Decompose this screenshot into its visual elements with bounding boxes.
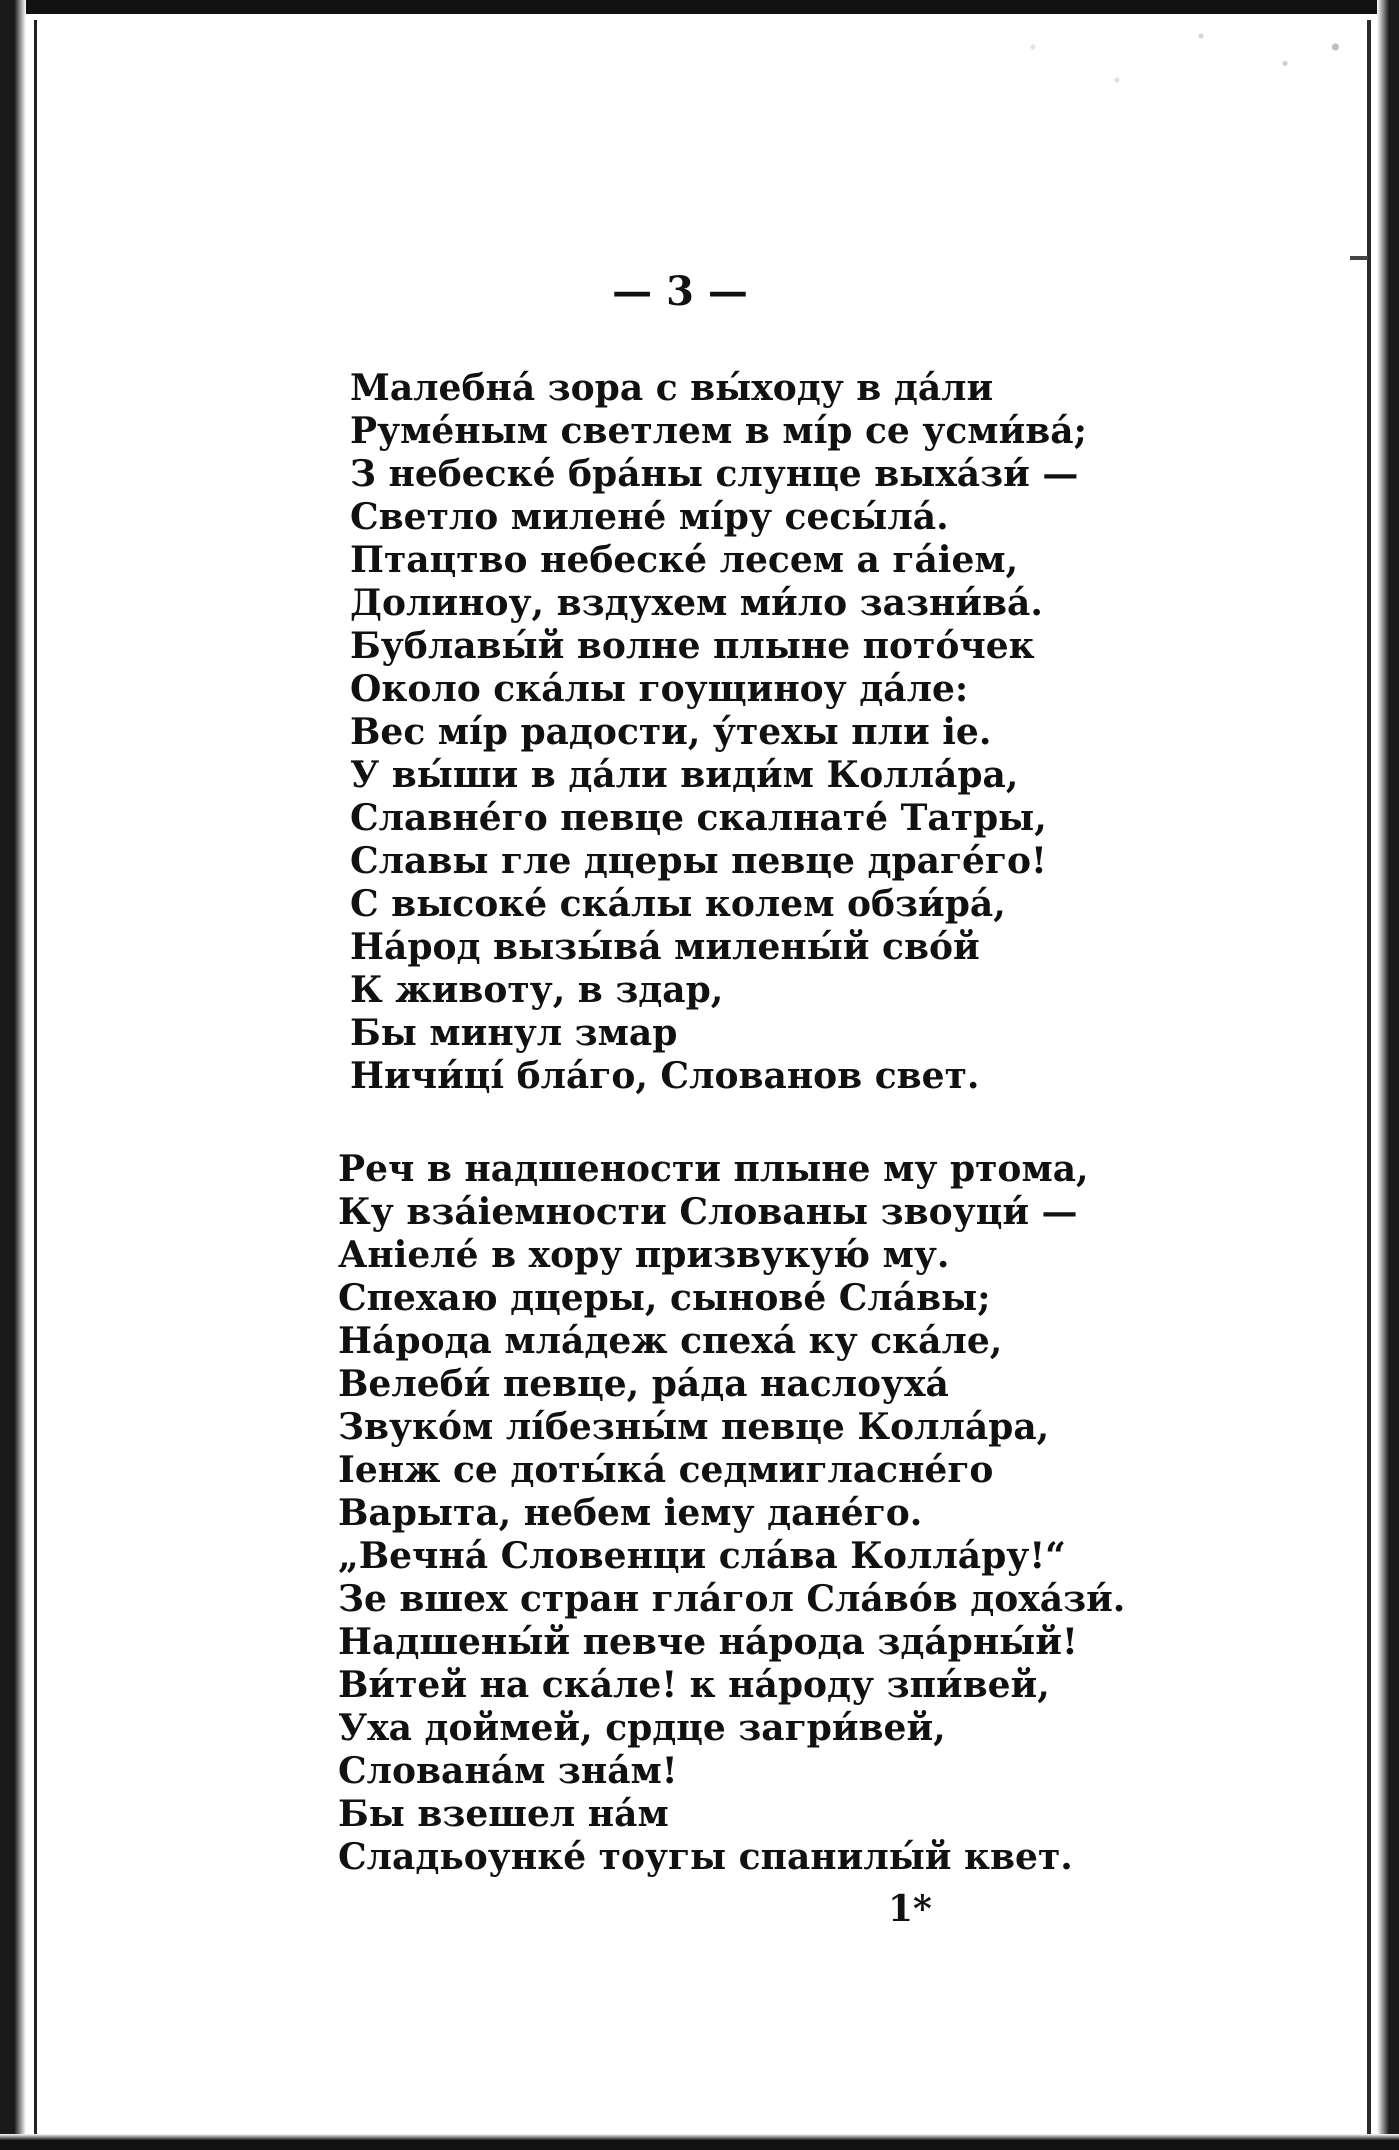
poem-line: С высоке́ ска́лы колем обзи́ра́,	[350, 883, 1006, 925]
poem-line: Зе вшех стран гла́гол Сла́во́в доха́зи́.	[338, 1578, 1126, 1620]
poem-line: Сладьоунке́ тоугы спанилы́й квет.	[338, 1836, 1073, 1878]
stanza-2	[338, 1148, 1125, 1879]
poem-line: З небеске́ бра́ны слунце выха́зи́ —	[350, 453, 1079, 495]
poem-line: Долиноу, вздухем ми́ло зазни́ва́.	[350, 582, 1043, 624]
poem-line: На́рода мла́деж спеха́ ку ска́ле,	[338, 1320, 1003, 1362]
poem-line: Птацтво небеске́ лесем а га́іем,	[350, 539, 1019, 581]
poem-line: „Вечна́ Словенци сла́ва Колла́ру!“	[338, 1535, 1066, 1577]
scan-border-top	[0, 0, 1399, 14]
poem-line: Надшены́й певче на́рода зда́рны́й!	[338, 1621, 1078, 1663]
scan-binding-line-right	[1367, 20, 1371, 2140]
poem-line: Славы гле дцеры певце драге́го!	[350, 840, 1047, 882]
poem-line: Бы взешел на́м	[338, 1793, 669, 1835]
scan-border-right	[1377, 0, 1399, 2150]
poem-line: Бублавы́й волне плыне пото́чек	[350, 625, 1035, 667]
poem-line: На́род вызы́ва́ милены́й сво́й	[350, 926, 980, 968]
scan-binding-line-left	[34, 20, 37, 2140]
poem-line: Аніеле́ в хору призвукую́ му.	[338, 1234, 950, 1276]
poem-line: К животу, в здар,	[350, 969, 724, 1011]
poem-line: Реч в надшености плыне му ртома,	[338, 1148, 1089, 1190]
poem-line: Ничи́ці́ бла́го, Слованов свет.	[350, 1055, 980, 1097]
poem-line: Светло милене́ мі́ру сесы́ла́.	[350, 496, 949, 538]
margin-dash-mark	[1350, 256, 1368, 260]
poem-line: Уха доймей, срдце загри́вей,	[338, 1707, 946, 1749]
poem-line: Слована́м зна́м!	[338, 1750, 678, 1792]
poem-line: У вы́ши в да́ли види́м Колла́ра,	[350, 754, 1019, 796]
poem-line: Бы минул змар	[350, 1012, 678, 1054]
scan-border-bottom	[0, 2134, 1399, 2150]
stanza-1	[350, 367, 1087, 1098]
poem-line: Звуко́м лі́безны́м певце Колла́ра,	[338, 1406, 1050, 1448]
poem-line: Вес мі́р радости, у́техы пли іе.	[350, 711, 992, 753]
poem-line: Велеби́ певце, ра́да наслоуха́	[338, 1363, 949, 1405]
poem-line: Около ска́лы гоущиноу да́ле:	[350, 668, 969, 710]
poem-line: Іенж се доты́ка́ седмигласне́го	[338, 1449, 994, 1491]
scan-noise-specks	[949, 14, 1369, 124]
scan-border-left	[0, 0, 26, 2150]
poem-line: Руме́ным светлем в мі́р се усми́ва́;	[350, 410, 1087, 452]
printer-signature-mark: 1*	[888, 1888, 932, 1930]
poem-line: Ку вза́іемности Слованы звоуци́ —	[338, 1191, 1078, 1233]
poem-line: Ви́тей на ска́ле! к на́роду зпи́вей,	[338, 1664, 1050, 1706]
poem-line: Славне́го певце скалнате́ Татры,	[350, 797, 1047, 839]
poem-line: Малебна́ зора с вы́ходу в да́ли	[350, 367, 994, 409]
page-number: — 3 —	[612, 268, 748, 315]
poem-line: Спехаю дцеры, сынове́ Сла́вы;	[338, 1277, 991, 1319]
poem-line: Варыта, небем іему дане́го.	[338, 1492, 923, 1534]
